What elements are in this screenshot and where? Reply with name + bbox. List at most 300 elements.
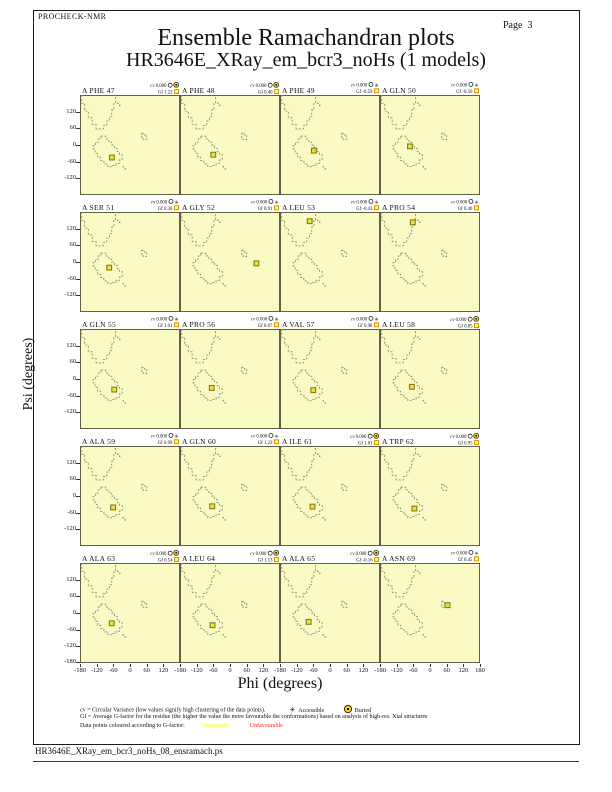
region-dot xyxy=(323,517,324,518)
tick-mark xyxy=(113,664,114,667)
region-dot xyxy=(225,519,226,520)
gf-square-icon xyxy=(474,88,479,93)
data-point xyxy=(445,603,450,608)
region-dot xyxy=(423,166,424,167)
region-dot xyxy=(319,339,320,340)
gf-square-icon xyxy=(474,440,479,445)
gf-square-icon xyxy=(474,323,479,328)
region-dot xyxy=(325,636,326,637)
subplot-header xyxy=(380,200,480,212)
ramachandran-plot xyxy=(280,212,380,312)
accessible-icon: ✳ xyxy=(474,199,479,205)
y-tick-label: 60 xyxy=(69,241,76,249)
region-dot xyxy=(323,166,324,167)
region-dot xyxy=(419,222,420,223)
residue-label: A PHE 49 xyxy=(282,86,315,95)
accessible-icon: ✳ xyxy=(374,199,379,205)
tick-mark xyxy=(80,664,81,667)
gf-square-icon xyxy=(274,205,279,210)
ramachandran-subplot xyxy=(380,434,480,546)
x-tick-label: -60 xyxy=(408,667,418,674)
region-dot xyxy=(325,519,326,520)
ramachandran-subplot xyxy=(180,551,280,663)
region-dot xyxy=(217,220,218,221)
x-tick-label: 120 xyxy=(258,667,269,674)
y-tick-label: 0 xyxy=(72,141,76,148)
tick-mark xyxy=(76,295,80,296)
plot-area xyxy=(280,563,380,663)
data-point xyxy=(312,148,317,153)
region-dot xyxy=(117,103,118,104)
residue-label: A PRO 56 xyxy=(182,320,216,329)
ramachandran-subplot xyxy=(180,200,280,312)
plot-area xyxy=(80,95,180,195)
ramachandran-plot xyxy=(80,212,180,312)
region-dot xyxy=(423,634,424,635)
plot-area xyxy=(280,212,380,312)
subplot-header xyxy=(380,83,480,95)
residue-stats: cv 0.000 ✳ Gf 0.45 xyxy=(451,550,479,563)
ramachandran-subplot xyxy=(280,83,380,195)
page-subtitle: HR3646E_XRay_em_bcr3_noHs (1 models) xyxy=(126,49,486,71)
residue-stats: cv 0.000 ✳ Gf -0.43 xyxy=(351,199,379,212)
subplot-header xyxy=(80,317,180,329)
accessible-icon: ✳ xyxy=(174,433,179,439)
tick-mark xyxy=(76,412,80,413)
buried-icon xyxy=(374,550,379,555)
residue-stats: cv 0.000 Gf -0.16 xyxy=(350,550,379,563)
tick-mark xyxy=(76,396,80,397)
subplot-header xyxy=(280,83,380,95)
tick-mark xyxy=(380,664,381,667)
gf-square-icon xyxy=(274,557,279,562)
footer-rule xyxy=(33,761,579,762)
ramachandran-subplot xyxy=(380,83,480,195)
model-symbol-icon xyxy=(169,316,174,321)
plot-area xyxy=(380,563,480,663)
legend-line-1 xyxy=(80,705,371,714)
x-tick-label: 180 xyxy=(475,667,485,674)
region-dot xyxy=(317,337,318,338)
region-dot xyxy=(417,571,418,572)
y-tick-label: 60 xyxy=(69,358,76,366)
residue-label: A GLN 55 xyxy=(82,320,117,329)
ramachandran-subplot xyxy=(180,317,280,429)
model-symbol-icon xyxy=(168,82,173,87)
region-dot xyxy=(219,573,220,574)
y-tick-label: 120 xyxy=(66,341,76,349)
region-dot xyxy=(123,634,124,635)
data-point xyxy=(111,505,116,510)
region-dot xyxy=(117,454,118,455)
gf-square-icon xyxy=(174,89,179,94)
region-dot xyxy=(425,168,426,169)
tick-mark xyxy=(430,664,431,667)
region-dot xyxy=(325,402,326,403)
legend-cv-text: cv = Circular Variance (low values signify high clustering of the data points). xyxy=(80,707,266,714)
tick-mark xyxy=(76,529,80,530)
x-tick-label: -180 xyxy=(74,667,86,674)
gf-square-icon xyxy=(474,556,479,561)
model-symbol-icon xyxy=(269,199,274,204)
region-dot xyxy=(125,402,126,403)
procheck-label: PROCHECK-NMR xyxy=(38,12,107,21)
region-dot xyxy=(123,283,124,284)
model-symbol-icon xyxy=(368,550,373,555)
region-dot xyxy=(319,105,320,106)
subplot-header xyxy=(280,200,380,212)
x-tick-label: 0 xyxy=(328,667,332,674)
region-dot xyxy=(419,456,420,457)
residue-label: A ALA 65 xyxy=(282,554,316,563)
region-dot xyxy=(119,222,120,223)
x-tick-label: 60 xyxy=(143,667,150,674)
tick-mark xyxy=(247,664,248,667)
favourable-label: Favourable xyxy=(200,723,228,729)
y-tick-label: 60 xyxy=(69,475,76,483)
ramachandran-plot xyxy=(280,446,380,546)
data-point xyxy=(306,620,311,625)
region-dot xyxy=(217,454,218,455)
region-dot xyxy=(425,636,426,637)
tick-mark xyxy=(397,664,398,667)
subplot-header xyxy=(180,200,280,212)
plot-area xyxy=(280,446,380,546)
tick-mark xyxy=(130,664,131,667)
y-tick-label: -120 xyxy=(64,642,76,650)
region-dot xyxy=(223,283,224,284)
ramachandran-plot xyxy=(380,212,480,312)
residue-stats: cv 0.000 ✳ Gf 1.01 xyxy=(151,316,179,329)
region-dot xyxy=(119,573,120,574)
ramachandran-subplot xyxy=(80,551,180,663)
region-dot xyxy=(423,400,424,401)
region-dot xyxy=(219,222,220,223)
tick-mark xyxy=(76,362,80,363)
region-dot xyxy=(319,573,320,574)
tick-mark xyxy=(330,664,331,667)
data-point xyxy=(112,387,117,392)
x-tick-label: -120 xyxy=(290,667,303,674)
gf-square-icon xyxy=(374,557,379,562)
model-symbol-icon xyxy=(469,550,474,555)
legend-gf-text: Gf = Average G-factor for the residue (the higher the value the more favourable the conformations) based on analysis of high-res. Xtal structures xyxy=(80,714,428,720)
region-dot xyxy=(119,105,120,106)
region-dot xyxy=(217,337,218,338)
x-tick-label: -180 xyxy=(174,667,186,674)
buried-icon xyxy=(474,433,479,438)
y-tick-label: 0 xyxy=(72,375,76,382)
data-point xyxy=(408,144,413,149)
residue-stats: cv 0.000 Gf 1.01 xyxy=(350,433,379,446)
buried-label: Buried xyxy=(354,707,372,714)
region-dot xyxy=(223,400,224,401)
subplot-header xyxy=(380,551,480,563)
accessible-icon: ✳ xyxy=(174,199,179,205)
plot-area xyxy=(380,329,480,429)
region-dot xyxy=(217,103,218,104)
region-dot xyxy=(225,285,226,286)
data-point xyxy=(254,261,259,266)
gf-square-icon xyxy=(374,440,379,445)
tick-mark xyxy=(76,128,80,129)
ramachandran-plot xyxy=(280,563,380,663)
subplot-header xyxy=(280,434,380,446)
tick-mark xyxy=(76,613,80,614)
x-tick-label: 0 xyxy=(128,667,132,674)
tick-mark xyxy=(280,664,281,667)
accessible-icon: ✳ xyxy=(274,199,279,205)
buried-icon xyxy=(174,82,179,87)
region-dot xyxy=(225,168,226,169)
region-dot xyxy=(225,402,226,403)
buried-icon xyxy=(344,705,352,713)
region-dot xyxy=(125,285,126,286)
x-tick-label: -120 xyxy=(90,667,103,674)
region-dot xyxy=(219,339,220,340)
plot-area xyxy=(180,95,280,195)
region-dot xyxy=(219,456,220,457)
tick-mark xyxy=(313,664,314,667)
subplot-header xyxy=(80,551,180,563)
subplot-header xyxy=(80,83,180,95)
tick-mark xyxy=(76,580,80,581)
region-dot xyxy=(419,339,420,340)
tick-mark xyxy=(230,664,231,667)
ramachandran-plot xyxy=(280,95,380,195)
region-dot xyxy=(317,103,318,104)
tick-mark xyxy=(147,664,148,667)
ramachandran-subplot xyxy=(80,317,180,429)
x-tick-label: 0 xyxy=(428,667,432,674)
gf-square-icon xyxy=(174,205,179,210)
region-dot xyxy=(125,636,126,637)
tick-mark xyxy=(76,630,80,631)
tick-mark xyxy=(76,646,80,647)
subplot-header xyxy=(280,317,380,329)
tick-mark xyxy=(76,112,80,113)
y-tick-label: -120 xyxy=(64,525,76,533)
residue-label: A LEU 58 xyxy=(382,320,416,329)
residue-stats: cv 0.000 ✳ Gf 0.98 xyxy=(351,316,379,329)
ramachandran-subplot xyxy=(280,317,380,429)
accessible-icon: ✳ xyxy=(374,316,379,322)
region-dot xyxy=(117,337,118,338)
region-dot xyxy=(119,339,120,340)
residue-stats: cv 0.000 ✳ Gf 0.30 xyxy=(151,199,179,212)
residue-label: A ILE 61 xyxy=(282,437,313,446)
region-dot xyxy=(417,103,418,104)
tick-mark xyxy=(213,664,214,667)
model-symbol-icon xyxy=(468,316,473,321)
accessible-icon: ✳ xyxy=(274,316,279,322)
tick-mark xyxy=(76,145,80,146)
data-point xyxy=(211,152,216,157)
accessible-icon: ✳ xyxy=(274,433,279,439)
tick-mark xyxy=(76,379,80,380)
subplot-header xyxy=(80,434,180,446)
region-dot xyxy=(325,285,326,286)
y-tick-label: 120 xyxy=(66,224,76,232)
tick-mark xyxy=(163,664,164,667)
buried-icon xyxy=(474,316,479,321)
region-dot xyxy=(217,571,218,572)
model-symbol-icon xyxy=(469,199,474,204)
ramachandran-subplot xyxy=(380,200,480,312)
data-point xyxy=(109,621,114,626)
region-dot xyxy=(417,454,418,455)
gf-square-icon xyxy=(374,205,379,210)
y-tick-label: -60 xyxy=(67,391,76,399)
ramachandran-subplot xyxy=(280,434,380,546)
y-tick-label: 120 xyxy=(66,575,76,583)
plot-area xyxy=(180,212,280,312)
unfavourable-label: Unfavourable xyxy=(249,723,283,729)
plot-area xyxy=(80,563,180,663)
tick-mark xyxy=(76,162,80,163)
residue-label: A PHE 47 xyxy=(82,86,115,95)
residue-label: A PHE 48 xyxy=(182,86,215,95)
data-point xyxy=(110,155,115,160)
region-dot xyxy=(425,519,426,520)
plot-area xyxy=(280,95,380,195)
gf-square-icon xyxy=(274,89,279,94)
tick-mark xyxy=(180,664,181,667)
legend-colour-text: Data points coloured according to G-factor: xyxy=(80,723,185,729)
model-symbol-icon xyxy=(469,82,474,87)
ramachandran-plot xyxy=(180,329,280,429)
data-point xyxy=(107,265,112,270)
residue-label: A ALA 63 xyxy=(82,554,116,563)
x-tick-label: 120 xyxy=(358,667,369,674)
ramachandran-plot xyxy=(380,563,480,663)
x-tick-label: -60 xyxy=(208,667,218,674)
y-tick-label: 60 xyxy=(69,124,76,132)
ramachandran-subplot xyxy=(380,317,480,429)
x-tick-label: -120 xyxy=(390,667,403,674)
subplot-header xyxy=(180,434,280,446)
subplot-header xyxy=(180,551,280,563)
region-dot xyxy=(117,571,118,572)
y-tick-label: -120 xyxy=(64,291,76,299)
tick-mark xyxy=(76,178,80,179)
tick-mark xyxy=(297,664,298,667)
residue-stats: cv 0.000 Gf 0.54 xyxy=(150,550,179,563)
region-dot xyxy=(117,220,118,221)
residue-label: A GLN 50 xyxy=(382,86,417,95)
residue-label: A ASN 69 xyxy=(382,554,416,563)
tick-mark xyxy=(76,662,80,663)
ramachandran-subplot xyxy=(380,551,480,663)
accessible-icon: ✳ xyxy=(289,705,296,714)
page-title: Ensemble Ramachandran plots xyxy=(157,25,455,51)
page-number: Page 3 xyxy=(503,20,533,31)
data-point xyxy=(410,220,415,225)
subplot-header xyxy=(80,200,180,212)
x-tick-label: 120 xyxy=(458,667,469,674)
model-symbol-icon xyxy=(369,82,374,87)
ramachandran-plot xyxy=(80,95,180,195)
residue-stats: cv 0.000 ✳ Gf 0.91 xyxy=(251,199,279,212)
plot-area xyxy=(280,329,380,429)
model-symbol-icon xyxy=(369,199,374,204)
y-tick-label: -60 xyxy=(67,274,76,282)
ramachandran-subplot xyxy=(280,200,380,312)
tick-mark xyxy=(480,664,481,667)
gf-square-icon xyxy=(274,322,279,327)
residue-label: A ALA 59 xyxy=(82,437,116,446)
gf-square-icon xyxy=(174,439,179,444)
ramachandran-plot xyxy=(380,329,480,429)
region-dot xyxy=(119,456,120,457)
gf-square-icon xyxy=(174,322,179,327)
x-tick-label: 0 xyxy=(228,667,232,674)
x-tick-label: -60 xyxy=(108,667,118,674)
ramachandran-subplot xyxy=(80,434,180,546)
data-point xyxy=(210,623,215,628)
model-symbol-icon xyxy=(268,82,273,87)
ramachandran-plot xyxy=(80,329,180,429)
gf-square-icon xyxy=(374,88,379,93)
gf-square-icon xyxy=(474,205,479,210)
region-dot xyxy=(319,456,320,457)
region-dot xyxy=(423,283,424,284)
residue-stats: cv 0.000 Gf 0.95 xyxy=(450,433,479,446)
y-tick-label: -60 xyxy=(67,157,76,165)
x-tick-label: -60 xyxy=(308,667,318,674)
ramachandran-plot xyxy=(380,446,480,546)
region-dot xyxy=(125,168,126,169)
model-symbol-icon xyxy=(168,550,173,555)
ramachandran-plot xyxy=(180,95,280,195)
residue-label: A TRP 62 xyxy=(382,437,414,446)
x-tick-label: -180 xyxy=(374,667,386,674)
accessible-icon: ✳ xyxy=(474,82,479,88)
residue-stats: cv 0.000 Gf 0.40 xyxy=(250,82,279,95)
plot-area xyxy=(380,95,480,195)
plot-area xyxy=(180,446,280,546)
ramachandran-plot xyxy=(180,563,280,663)
model-symbol-icon xyxy=(269,316,274,321)
data-point xyxy=(210,504,215,509)
subplot-header xyxy=(380,434,480,446)
tick-mark xyxy=(76,279,80,280)
data-point xyxy=(410,384,415,389)
residue-stats: cv 0.000 ✳ Gf -0.59 xyxy=(351,82,379,95)
region-dot xyxy=(225,636,226,637)
plot-area xyxy=(80,329,180,429)
y-tick-label: -120 xyxy=(64,174,76,182)
region-dot xyxy=(317,454,318,455)
region-dot xyxy=(317,220,318,221)
model-symbol-icon xyxy=(268,550,273,555)
plot-area xyxy=(380,446,480,546)
ramachandran-plot xyxy=(380,95,480,195)
buried-icon xyxy=(174,550,179,555)
region-dot xyxy=(323,634,324,635)
tick-mark xyxy=(447,664,448,667)
region-dot xyxy=(123,517,124,518)
tick-mark xyxy=(263,664,264,667)
plot-area xyxy=(80,212,180,312)
x-tick-label: 60 xyxy=(243,667,250,674)
x-tick-label: -180 xyxy=(274,667,286,674)
residue-label: A GLN 60 xyxy=(182,437,217,446)
tick-mark xyxy=(97,664,98,667)
tick-mark xyxy=(76,245,80,246)
tick-mark xyxy=(347,664,348,667)
region-dot xyxy=(223,166,224,167)
